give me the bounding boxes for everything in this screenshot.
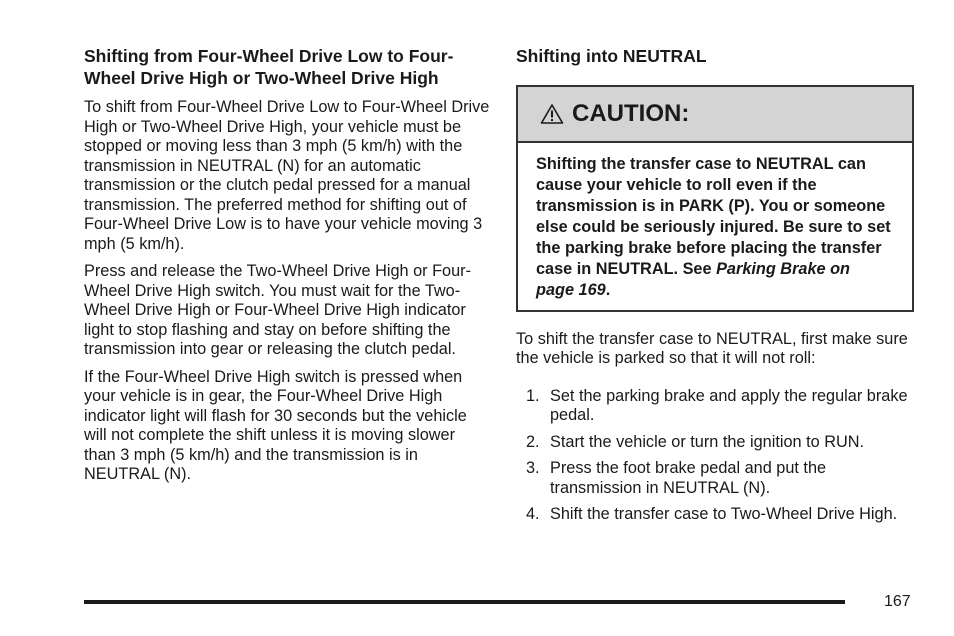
caution-body-text: Shifting the transfer case to NEUTRAL can cause your vehicle to roll even if the transmission is in PARK (P). You or someone else could be seriously injured. Be sure to set the parking brake before placing the transfer case in NEUTRAL. See xyxy=(536,154,891,278)
caution-end: . xyxy=(605,280,611,299)
right-column xyxy=(516,46,918,532)
caution-text xyxy=(518,143,912,310)
paragraph: To shift from Four-Wheel Drive Low to Four-Wheel Drive High or Two-Wheel Drive High, your vehicle must be stopped or moving less than 3 mph (5 km/h) with the transmission in NEUTRAL (N) for an automatic transmission or the clutch pedal pressed for a manual transmission. The preferred method for shifting out of Four-Wheel Drive Low is to have your vehicle moving 3 mph (5 km/h). xyxy=(84,98,490,253)
step-text: Start the vehicle or turn the ignition to RUN. xyxy=(550,432,865,451)
step-number: 4. xyxy=(526,505,540,523)
intro-paragraph: To shift the transfer case to NEUTRAL, first make sure the vehicle is parked so that it will not roll: xyxy=(516,329,908,367)
left-column xyxy=(84,46,490,485)
caution-title: CAUTION: xyxy=(572,99,690,127)
section-heading: Shifting from Four-Wheel Drive Low to Four-Wheel Drive High or Two-Wheel Drive High xyxy=(84,46,454,88)
list-item xyxy=(516,433,918,453)
steps-list xyxy=(516,387,918,525)
step-number: 2. xyxy=(526,432,540,451)
step-text: Press the foot brake pedal and put the transmission in NEUTRAL (N). xyxy=(550,459,827,497)
section-heading: Shifting into NEUTRAL xyxy=(516,46,707,66)
step-number: 1. xyxy=(526,386,540,405)
caution-reference: Parking Brake on page 169 xyxy=(536,259,850,299)
step-text: Set the parking brake and apply the regular brake pedal. xyxy=(550,386,908,424)
step-text: Shift the transfer case to Two-Wheel Drive High. xyxy=(550,505,898,523)
list-item xyxy=(516,387,918,426)
step-number: 3. xyxy=(526,459,540,477)
footer-rule xyxy=(84,600,845,604)
warning-triangle-icon xyxy=(540,103,564,125)
paragraph: Press and release the Two-Wheel Drive High or Four-Wheel Drive High switch. You must wait for the Two-Wheel Drive High or Four-Wheel Drive High indicator light to stop flashing and stay on before shifting the transmission into gear or releasing the clutch pedal. xyxy=(84,262,471,358)
list-item xyxy=(516,505,918,525)
list-item xyxy=(516,459,918,498)
paragraph: If the Four-Wheel Drive High switch is pressed when your vehicle is in gear, the Four-Wheel Drive High indicator light will flash for 30 seconds but the vehicle will not complete the shift unless it is moving slower than 3 mph (5 km/h) and the transmission is in NEUTRAL (N). xyxy=(84,367,467,483)
caution-header xyxy=(518,87,912,143)
page-number: 167 xyxy=(884,593,911,610)
caution-box xyxy=(516,85,914,312)
